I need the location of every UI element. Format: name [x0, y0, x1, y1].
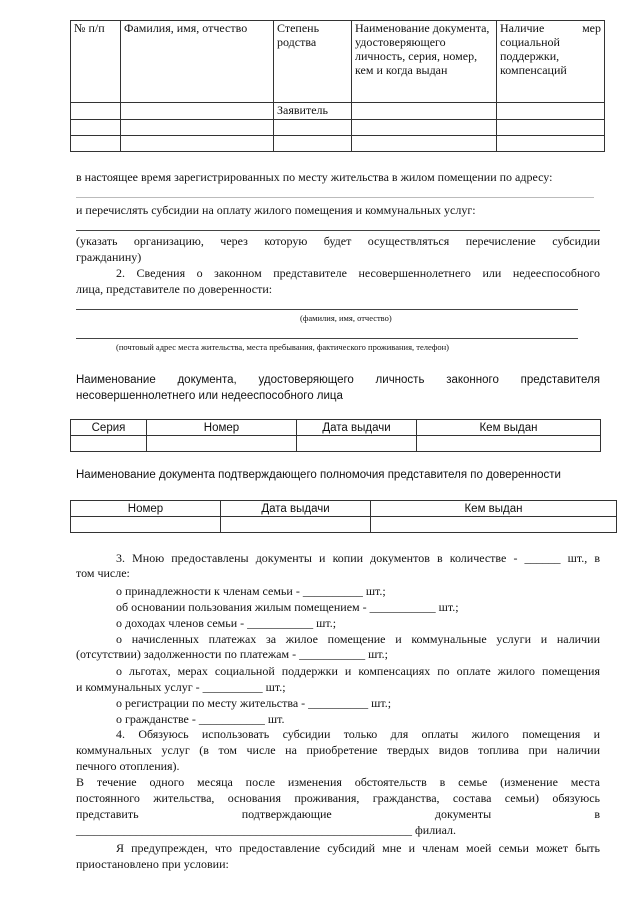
legal-doc-title-line1: Наименование документа, удостоверяющего личность законного представителя — [76, 374, 600, 386]
legal-doc-title-line2: несовершеннолетнего или недееспособного лица — [76, 390, 343, 402]
organization-note-line1: (указать организацию, через которую будет осуществляться перечисление субсидии — [76, 234, 600, 248]
column-header-full-name: Фамилия, имя, отчество — [121, 21, 274, 103]
document-count-family: о принадлежности к членам семьи - __________ шт.; — [116, 584, 386, 598]
table-row — [71, 120, 605, 136]
section3-intro-line1: 3. Мною предоставлены документы и копии документов в количестве - ______ шт., в — [116, 551, 600, 565]
column-header-doc-number: Номер — [147, 420, 297, 436]
column-header-issued-by: Кем выдан — [417, 420, 601, 436]
document-count-payments-line1: о начисленных платежах за жилое помещение и коммунальные услуги и наличии — [116, 632, 600, 646]
word-documents: документы — [434, 807, 492, 821]
section4-line6 — [76, 807, 600, 822]
legal-doc-table — [70, 419, 601, 452]
column-header-social-support: Наличие мер социальной поддержки, компенсаций — [497, 21, 605, 103]
table-header-row — [71, 501, 617, 517]
table-row — [71, 436, 601, 452]
representative-name-line — [76, 309, 578, 310]
section4-line1: 4. Обязуюсь использовать субсидии только для оплаты жилого помещения и — [116, 727, 600, 741]
power-doc-table — [70, 500, 617, 533]
section4-line5: постоянного жительства, основания проживания, гражданства, состава семьи) обязуюсь — [76, 791, 600, 805]
address-text: в настоящее время зарегистрированных по месту жительства в жилом помещении по адресу: — [76, 170, 553, 184]
column-header-id-document: Наименование документа, удостоверяющего личность, серия, номер, кем и когда выдан — [352, 21, 497, 103]
representative-address-line — [76, 338, 578, 339]
caption-address: (почтовый адрес места жительства, места пребывания, фактического проживания, телефон) — [116, 342, 449, 352]
table-row — [71, 517, 617, 533]
column-header-issued-by: Кем выдан — [371, 501, 617, 517]
transfer-text: и перечислять субсидии на оплату жилого помещения и коммунальных услуг: — [76, 203, 476, 217]
section3-intro-line2: том числе: — [76, 566, 130, 580]
document-count-payments-line2: (отсутствии) задолженности по платежам - ___________ шт.; — [76, 647, 388, 661]
document-count-benefits-line2: и коммунальных услуг - __________ шт.; — [76, 680, 286, 694]
column-header-issue-date: Дата выдачи — [297, 420, 417, 436]
applicant-label: Заявитель — [274, 103, 352, 120]
word-to: в — [594, 807, 600, 821]
warning-line2: приостановлено при условии: — [76, 857, 229, 871]
table-row — [71, 103, 605, 120]
table-header-row — [71, 420, 601, 436]
address-fill-line — [76, 197, 594, 198]
column-header-issue-date: Дата выдачи — [221, 501, 371, 517]
column-header-relation: Степень родства — [274, 21, 352, 103]
word-present: представить — [76, 807, 139, 821]
section4-branch-line: ________________________________________________________ филиал. — [76, 823, 457, 837]
document-count-citizenship: о гражданстве - ___________ шт. — [116, 712, 285, 726]
word-confirming: подтверждающие — [241, 807, 332, 821]
document-count-housing: об основании пользования жилым помещением - ___________ шт.; — [116, 600, 459, 614]
section4-line2: коммунальных услуг (в том числе на приобретение твердых видов топлива при наличии — [76, 743, 600, 757]
document-count-income: о доходах членов семьи - ___________ шт.; — [116, 616, 337, 630]
section2-heading-line1: 2. Сведения о законном представителе несовершеннолетнего или недееспособного — [116, 266, 600, 280]
column-header-number: № п/п — [71, 21, 121, 103]
warning-line1: Я предупрежден, что предоставление субсидий мне и членам моей семьи может быть — [116, 841, 600, 855]
column-header-series: Серия — [71, 420, 147, 436]
document-count-benefits-line1: о льготах, мерах социальной поддержки и компенсациях по оплате жилого помещения — [116, 664, 600, 678]
document-count-registration: о регистрации по месту жительства - __________ шт.; — [116, 696, 392, 710]
table-row — [71, 136, 605, 152]
section4-line3: печного отопления). — [76, 759, 180, 773]
caption-full-name: (фамилия, имя, отчество) — [300, 313, 392, 323]
column-header-doc-number: Номер — [71, 501, 221, 517]
section2-heading-line2: лица, представителе по доверенности: — [76, 282, 273, 296]
organization-note-line2: гражданину) — [76, 250, 142, 264]
family-members-table — [70, 20, 605, 152]
section4-line4: В течение одного месяца после изменения обстоятельств в семье (изменение места — [76, 775, 600, 789]
power-doc-title: Наименование документа подтверждающего полномочия представителя по доверенности — [76, 469, 561, 481]
table-header-row — [71, 21, 605, 103]
transfer-fill-line — [76, 230, 600, 231]
